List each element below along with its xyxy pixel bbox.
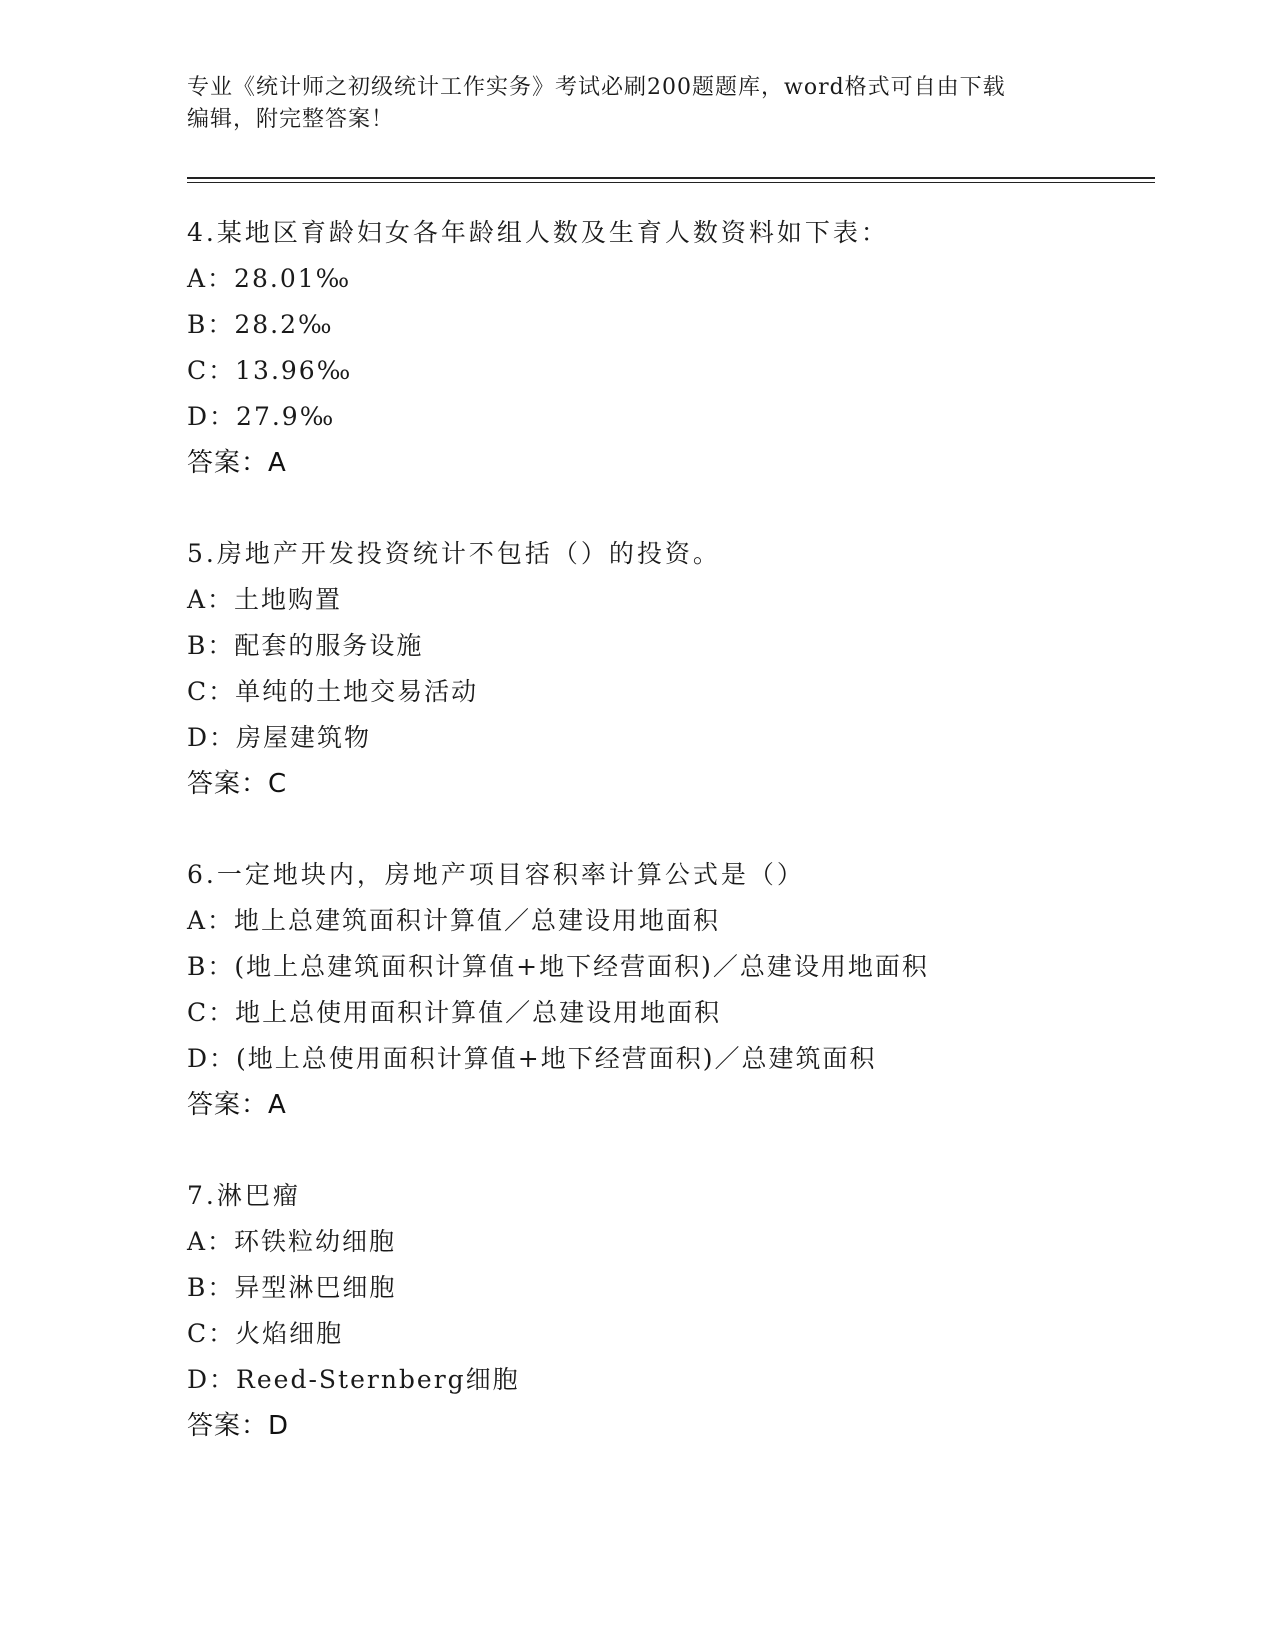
document-header [187, 72, 1067, 136]
answer-line: 答案：D [187, 1411, 290, 1441]
option-a: A：28.01‰ [187, 264, 352, 293]
option-c: C：地上总使用面积计算值／总建设用地面积 [187, 998, 722, 1027]
option-c: C：火焰细胞 [187, 1319, 344, 1348]
question-7 [187, 1173, 1155, 1449]
option-b: B：配套的服务设施 [187, 631, 424, 660]
question-spacer [187, 486, 1155, 531]
question-4 [187, 210, 1155, 486]
option-c: C：单纯的土地交易活动 [187, 677, 479, 706]
question-stem: 5.房地产开发投资统计不包括（）的投资。 [187, 539, 721, 568]
option-c: C：13.96‰ [187, 356, 353, 385]
answer-line: 答案：A [187, 1090, 287, 1120]
question-spacer [187, 1128, 1155, 1173]
option-a: A：环铁粒幼细胞 [187, 1227, 397, 1256]
question-5 [187, 531, 1155, 807]
header-line-1: 专业《统计师之初级统计工作实务》考试必刷200题题库，word格式可自由下载 [187, 75, 1006, 100]
option-a: A：地上总建筑面积计算值／总建设用地面积 [187, 906, 721, 935]
option-b: B：(地上总建筑面积计算值+地下经营面积)／总建设用地面积 [187, 952, 929, 981]
answer-line: 答案：C [187, 769, 288, 799]
question-stem: 4.某地区育龄妇女各年龄组人数及生育人数资料如下表： [187, 218, 889, 247]
header-divider-thick [187, 177, 1155, 179]
option-b: B：28.2‰ [187, 310, 334, 339]
option-d: D：房屋建筑物 [187, 723, 372, 752]
option-d: D：Reed-Sternberg细胞 [187, 1365, 520, 1394]
question-list [187, 210, 1155, 1449]
question-6 [187, 852, 1155, 1128]
option-a: A：土地购置 [187, 585, 343, 614]
header-divider-thin [187, 182, 1155, 183]
question-stem: 6.一定地块内，房地产项目容积率计算公式是（） [187, 860, 805, 889]
header-line-2: 编辑，附完整答案！ [187, 107, 395, 132]
question-stem: 7.淋巴瘤 [187, 1181, 301, 1210]
option-d: D：27.9‰ [187, 402, 336, 431]
option-d: D：(地上总使用面积计算值+地下经营面积)／总建筑面积 [187, 1044, 877, 1073]
question-spacer [187, 807, 1155, 852]
answer-line: 答案：A [187, 448, 287, 478]
option-b: B：异型淋巴细胞 [187, 1273, 397, 1302]
